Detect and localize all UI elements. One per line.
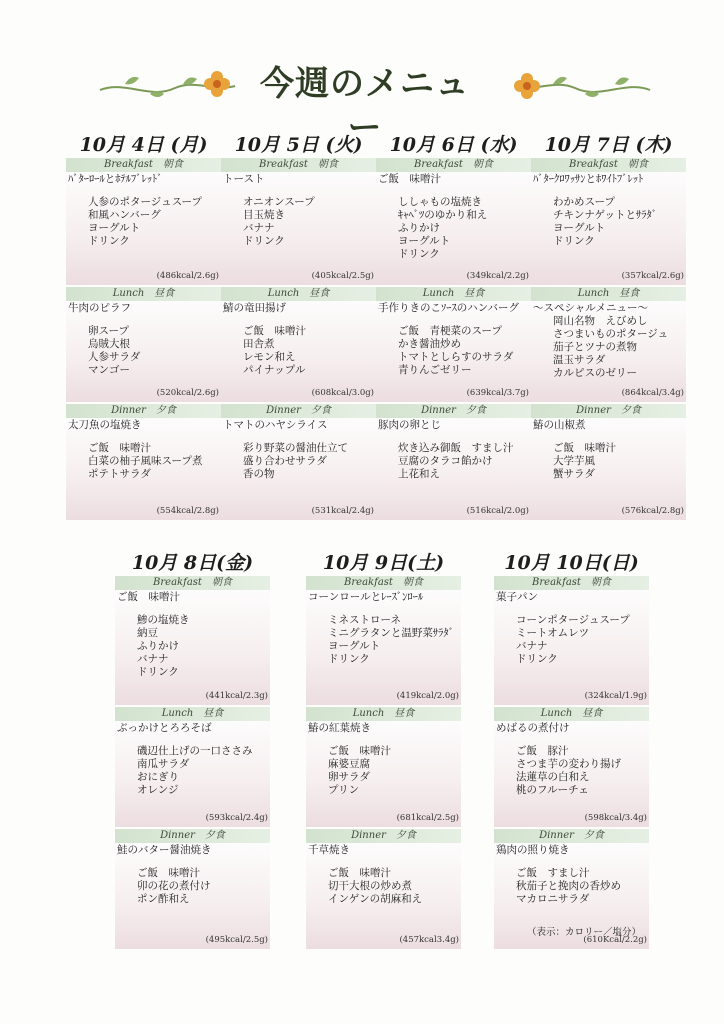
lunch-items bbox=[494, 745, 649, 797]
dinner-section bbox=[66, 404, 221, 520]
calorie-salt-info: (486kcal/2.6g) bbox=[156, 271, 219, 281]
menu-item: 彩り野菜の醤油仕立て bbox=[243, 442, 348, 454]
menu-item: 納豆 bbox=[137, 627, 158, 639]
breakfast-label: Breakfast 朝食 bbox=[115, 576, 270, 590]
menu-item: 卯の花の煮付け bbox=[137, 880, 211, 892]
lunch-main-dish: ～スペシャルメニュー～ bbox=[533, 302, 648, 314]
menu-item: ヨーグルト bbox=[88, 222, 141, 234]
calorie-salt-info: (554kcal/2.8g) bbox=[156, 506, 219, 516]
breakfast-items bbox=[306, 614, 461, 666]
lunch-section bbox=[115, 707, 270, 827]
breakfast-section bbox=[221, 158, 376, 285]
day-column-oct-9 bbox=[306, 550, 461, 949]
calorie-salt-info: (516kcal/2.0g) bbox=[466, 506, 529, 516]
calorie-salt-info: (864kcal/3.4g) bbox=[621, 388, 684, 398]
lunch-label: Lunch 昼食 bbox=[115, 707, 270, 721]
breakfast-items bbox=[115, 614, 270, 679]
menu-item: ヨーグルト bbox=[553, 222, 606, 234]
breakfast-section bbox=[66, 158, 221, 285]
lunch-label: Lunch 昼食 bbox=[306, 707, 461, 721]
calorie-salt-info: (639kcal/3.7g) bbox=[466, 388, 529, 398]
menu-item: 蟹サラダ bbox=[553, 468, 595, 480]
dinner-items bbox=[115, 867, 270, 906]
menu-item: トマトとしらすのサラダ bbox=[398, 351, 514, 363]
dinner-label: Dinner 夕食 bbox=[115, 829, 270, 843]
breakfast-section bbox=[376, 158, 531, 285]
calorie-salt-info: (608kcal/3.0g) bbox=[311, 388, 374, 398]
lunch-label: Lunch 昼食 bbox=[376, 287, 531, 301]
menu-item: ご飯 すまし汁 bbox=[516, 867, 590, 879]
menu-item: さつま芋の変わり揚げ bbox=[516, 758, 621, 770]
menu-item: 青りんごゼリー bbox=[398, 364, 472, 376]
menu-item: バナナ bbox=[137, 653, 169, 665]
calorie-salt-info: (324kcal/1.9g) bbox=[584, 691, 647, 701]
dinner-items bbox=[376, 442, 531, 481]
calorie-salt-info: (610Kcal/2.2g) bbox=[583, 935, 647, 945]
dinner-main-dish: トマトのハヤシライス bbox=[223, 419, 328, 431]
lunch-main-dish: 手作りきのこｿｰｽのハンバーグ bbox=[378, 302, 520, 314]
dinner-section bbox=[115, 829, 270, 949]
breakfast-label: Breakfast 朝食 bbox=[306, 576, 461, 590]
menu-item: ミートオムレツ bbox=[516, 627, 590, 639]
menu-item: インゲンの胡麻和え bbox=[328, 893, 423, 905]
menu-item: ドリンク bbox=[553, 235, 595, 247]
calorie-salt-info: (593kcal/2.4g) bbox=[205, 813, 268, 823]
menu-item: ご飯 豚汁 bbox=[516, 745, 569, 757]
calorie-salt-info: (349kcal/2.2g) bbox=[466, 271, 529, 281]
menu-item: バナナ bbox=[516, 640, 548, 652]
menu-item: ポン酢和え bbox=[137, 893, 190, 905]
menu-item: ご飯 味噌汁 bbox=[88, 442, 151, 454]
lunch-section bbox=[494, 707, 649, 827]
menu-item: おにぎり bbox=[137, 771, 179, 783]
lunch-label: Lunch 昼食 bbox=[66, 287, 221, 301]
dinner-items bbox=[531, 442, 686, 481]
menu-item: 桃のフルーチェ bbox=[516, 784, 589, 796]
menu-item: 茄子とツナの煮物 bbox=[553, 341, 637, 353]
calorie-salt-info: (457kcal3.4g) bbox=[399, 935, 459, 945]
dinner-main-dish: 鶏肉の照り焼き bbox=[496, 844, 570, 856]
menu-item: 香の物 bbox=[243, 468, 275, 480]
day-date: 10月 9日(土) bbox=[322, 552, 445, 574]
menu-item: わかめスープ bbox=[553, 196, 615, 208]
day-date: 10月 10日(日) bbox=[504, 552, 639, 574]
menu-item: ふりかけ bbox=[398, 222, 440, 234]
breakfast-section bbox=[494, 576, 649, 705]
menu-item: 南瓜サラダ bbox=[137, 758, 190, 770]
breakfast-label: Breakfast 朝食 bbox=[221, 158, 376, 172]
menu-item: 人参のポタージュスープ bbox=[88, 196, 203, 208]
breakfast-main-dish: 菓子パン bbox=[496, 591, 538, 603]
lunch-items bbox=[221, 325, 376, 377]
day-column-oct-6 bbox=[376, 132, 531, 520]
breakfast-label: Breakfast 朝食 bbox=[494, 576, 649, 590]
lunch-items bbox=[306, 745, 461, 797]
breakfast-items bbox=[376, 196, 531, 261]
menu-item: 盛り合わせサラダ bbox=[243, 455, 327, 467]
menu-item: ふりかけ bbox=[137, 640, 179, 652]
lunch-main-dish: ぶっかけとろろそば bbox=[117, 722, 212, 734]
dinner-section bbox=[221, 404, 376, 520]
menu-item: ｷｬﾍﾞﾂのゆかり和え bbox=[398, 209, 488, 221]
menu-item: バナナ bbox=[243, 222, 275, 234]
dinner-items bbox=[494, 867, 649, 906]
breakfast-label: Breakfast 朝食 bbox=[376, 158, 531, 172]
menu-item: 上花和え bbox=[398, 468, 440, 480]
breakfast-label: Breakfast 朝食 bbox=[66, 158, 221, 172]
dinner-items bbox=[306, 867, 461, 906]
dinner-main-dish: 鰆の山椒煮 bbox=[533, 419, 586, 431]
dinner-items bbox=[66, 442, 221, 481]
menu-item: かき醤油炒め bbox=[398, 338, 461, 350]
dinner-main-dish: 豚肉の卵とじ bbox=[378, 419, 441, 431]
day-date: 10月 8日(金) bbox=[131, 552, 254, 574]
menu-item: ミニグラタンと温野菜ｻﾗﾀﾞ bbox=[328, 627, 454, 639]
day-date: 10月 7日 (木) bbox=[544, 134, 673, 156]
calorie-salt-info: (495kcal/2.5g) bbox=[205, 935, 268, 945]
menu-item: ドリンク bbox=[137, 666, 179, 678]
menu-item: 法蓮草の白和え bbox=[516, 771, 590, 783]
menu-item: オニオンスープ bbox=[243, 196, 315, 208]
menu-item: ドリンク bbox=[516, 653, 558, 665]
breakfast-items bbox=[494, 614, 649, 666]
breakfast-items bbox=[221, 196, 376, 248]
menu-item: 烏賊大根 bbox=[88, 338, 130, 350]
dinner-label: Dinner 夕食 bbox=[376, 404, 531, 418]
calorie-salt-info: (598kcal/3.4g) bbox=[584, 813, 647, 823]
lunch-main-dish: 鰆の紅葉焼き bbox=[308, 722, 371, 734]
calorie-salt-info: (441kcal/2.3g) bbox=[205, 691, 268, 701]
menu-item: 卵サラダ bbox=[328, 771, 370, 783]
menu-item: 麻婆豆腐 bbox=[328, 758, 370, 770]
menu-item: カルピスのゼリー bbox=[553, 367, 637, 379]
lunch-label: Lunch 昼食 bbox=[494, 707, 649, 721]
menu-item: ご飯 味噌汁 bbox=[328, 867, 391, 879]
menu-item: 切干大根の炒め煮 bbox=[328, 880, 412, 892]
day-column-oct-4 bbox=[66, 132, 221, 520]
dinner-items bbox=[221, 442, 376, 481]
dinner-main-dish: 太刀魚の塩焼き bbox=[68, 419, 142, 431]
lunch-items bbox=[66, 325, 221, 377]
menu-item: ヨーグルト bbox=[398, 235, 451, 247]
menu-item: ドリンク bbox=[398, 248, 440, 260]
menu-item: オレンジ bbox=[137, 784, 179, 796]
menu-item: 目玉焼き bbox=[243, 209, 285, 221]
day-column-oct-5 bbox=[221, 132, 376, 520]
menu-item: 磯辺仕上げの一口ささみ bbox=[137, 745, 253, 757]
menu-item: 大学芋風 bbox=[553, 455, 595, 467]
breakfast-main-dish: ﾊﾞﾀｰｸﾛﾜｯｻﾝとﾎﾜｲﾄﾌﾞﾚｯﾄ bbox=[533, 173, 644, 185]
dinner-main-dish: 鮭のバター醤油焼き bbox=[117, 844, 212, 856]
lunch-items bbox=[376, 325, 531, 377]
lunch-section bbox=[221, 287, 376, 402]
menu-item: ドリンク bbox=[243, 235, 285, 247]
display-legend-note: （表示：カロリー／塩分） bbox=[527, 927, 642, 938]
menu-item: ご飯 味噌汁 bbox=[137, 867, 200, 879]
menu-item: 秋茄子と挽肉の香炒め bbox=[516, 880, 621, 892]
menu-item: 岡山名物 えびめし bbox=[553, 315, 648, 327]
menu-item: さつまいものポタージュ bbox=[553, 328, 669, 340]
dinner-section bbox=[306, 829, 461, 949]
menu-item: ポテトサラダ bbox=[88, 468, 151, 480]
day-date: 10月 4日 (月) bbox=[79, 134, 208, 156]
calorie-salt-info: (681kcal/2.5g) bbox=[396, 813, 459, 823]
menu-item: ご飯 味噌汁 bbox=[553, 442, 616, 454]
menu-item: ご飯 味噌汁 bbox=[328, 745, 391, 757]
menu-item: マンゴー bbox=[88, 364, 130, 376]
day-column-oct-10 bbox=[494, 550, 649, 949]
menu-item: ドリンク bbox=[328, 653, 370, 665]
lunch-main-dish: めばるの煮付け bbox=[496, 722, 570, 734]
calorie-salt-info: (576kcal/2.8g) bbox=[621, 506, 684, 516]
menu-item: ご飯 味噌汁 bbox=[243, 325, 306, 337]
calorie-salt-info: (405kcal/2.5g) bbox=[311, 271, 374, 281]
lunch-main-dish: 牛肉のピラフ bbox=[68, 302, 131, 314]
menu-item: マカロニサラダ bbox=[516, 893, 590, 905]
breakfast-section bbox=[115, 576, 270, 705]
breakfast-section bbox=[306, 576, 461, 705]
breakfast-main-dish: ご飯 味噌汁 bbox=[378, 173, 441, 185]
menu-item: 豆腐のタラコ餡かけ bbox=[398, 455, 493, 467]
menu-item: ドリンク bbox=[88, 235, 130, 247]
menu-item: 田舎煮 bbox=[243, 338, 275, 350]
dinner-label: Dinner 夕食 bbox=[531, 404, 686, 418]
breakfast-items bbox=[66, 196, 221, 248]
dinner-main-dish: 千草焼き bbox=[308, 844, 350, 856]
menu-item: 温玉サラダ bbox=[553, 354, 606, 366]
page-title: 今週のメニュー bbox=[260, 64, 470, 148]
breakfast-section bbox=[531, 158, 686, 285]
lunch-section bbox=[376, 287, 531, 402]
day-date: 10月 6日 (水) bbox=[389, 134, 518, 156]
menu-item: パイナップル bbox=[243, 364, 306, 376]
menu-item: プリン bbox=[328, 784, 360, 796]
menu-item: 人参サラダ bbox=[88, 351, 141, 363]
lunch-section bbox=[531, 287, 686, 402]
lunch-label: Lunch 昼食 bbox=[221, 287, 376, 301]
dinner-label: Dinner 夕食 bbox=[306, 829, 461, 843]
calorie-salt-info: (357kcal/2.6g) bbox=[621, 271, 684, 281]
menu-item: レモン和え bbox=[243, 351, 296, 363]
lunch-section bbox=[66, 287, 221, 402]
menu-item: 炊き込み御飯 すまし汁 bbox=[398, 442, 514, 454]
dinner-label: Dinner 夕食 bbox=[66, 404, 221, 418]
calorie-salt-info: (520kcal/2.6g) bbox=[156, 388, 219, 398]
day-date: 10月 5日 (火) bbox=[234, 134, 363, 156]
lunch-label: Lunch 昼食 bbox=[531, 287, 686, 301]
dinner-label: Dinner 夕食 bbox=[221, 404, 376, 418]
breakfast-main-dish: ご飯 味噌汁 bbox=[117, 591, 180, 603]
menu-item: チキンナゲットとｻﾗﾀﾞ bbox=[553, 209, 658, 221]
menu-item: 白菜の柚子風味スープ煮 bbox=[88, 455, 203, 467]
dinner-section bbox=[531, 404, 686, 520]
menu-item: ヨーグルト bbox=[328, 640, 381, 652]
lunch-items bbox=[531, 315, 686, 380]
breakfast-items bbox=[531, 196, 686, 248]
menu-item: ししゃもの塩焼き bbox=[398, 196, 482, 208]
menu-item: 鯵の塩焼き bbox=[137, 614, 190, 626]
menu-item: 和風ハンバーグ bbox=[88, 209, 161, 221]
lunch-main-dish: 鯖の竜田揚げ bbox=[223, 302, 286, 314]
lunch-items bbox=[115, 745, 270, 797]
breakfast-label: Breakfast 朝食 bbox=[531, 158, 686, 172]
lunch-section bbox=[306, 707, 461, 827]
breakfast-main-dish: ﾊﾞﾀｰﾛｰﾙとﾎﾃﾙﾌﾞﾚｯﾄﾞ bbox=[68, 173, 163, 185]
breakfast-main-dish: トースト bbox=[223, 173, 265, 185]
menu-item: コーンポタージュスープ bbox=[516, 614, 630, 626]
menu-item: ご飯 青梗菜のスープ bbox=[398, 325, 502, 337]
breakfast-main-dish: コーンロールとﾚｰｽﾞﾝﾛｰﾙ bbox=[308, 591, 424, 603]
dinner-label: Dinner 夕食 bbox=[494, 829, 649, 843]
dinner-section bbox=[376, 404, 531, 520]
calorie-salt-info: (419kcal/2.0g) bbox=[396, 691, 459, 701]
right-flower-vine-decoration bbox=[505, 62, 655, 112]
menu-item: 卵スープ bbox=[88, 325, 129, 337]
day-column-oct-8 bbox=[115, 550, 270, 949]
left-flower-vine-decoration bbox=[95, 62, 245, 112]
calorie-salt-info: (531kcal/2.4g) bbox=[311, 506, 374, 516]
day-column-oct-7 bbox=[531, 132, 686, 520]
menu-item: ミネストローネ bbox=[328, 614, 401, 626]
